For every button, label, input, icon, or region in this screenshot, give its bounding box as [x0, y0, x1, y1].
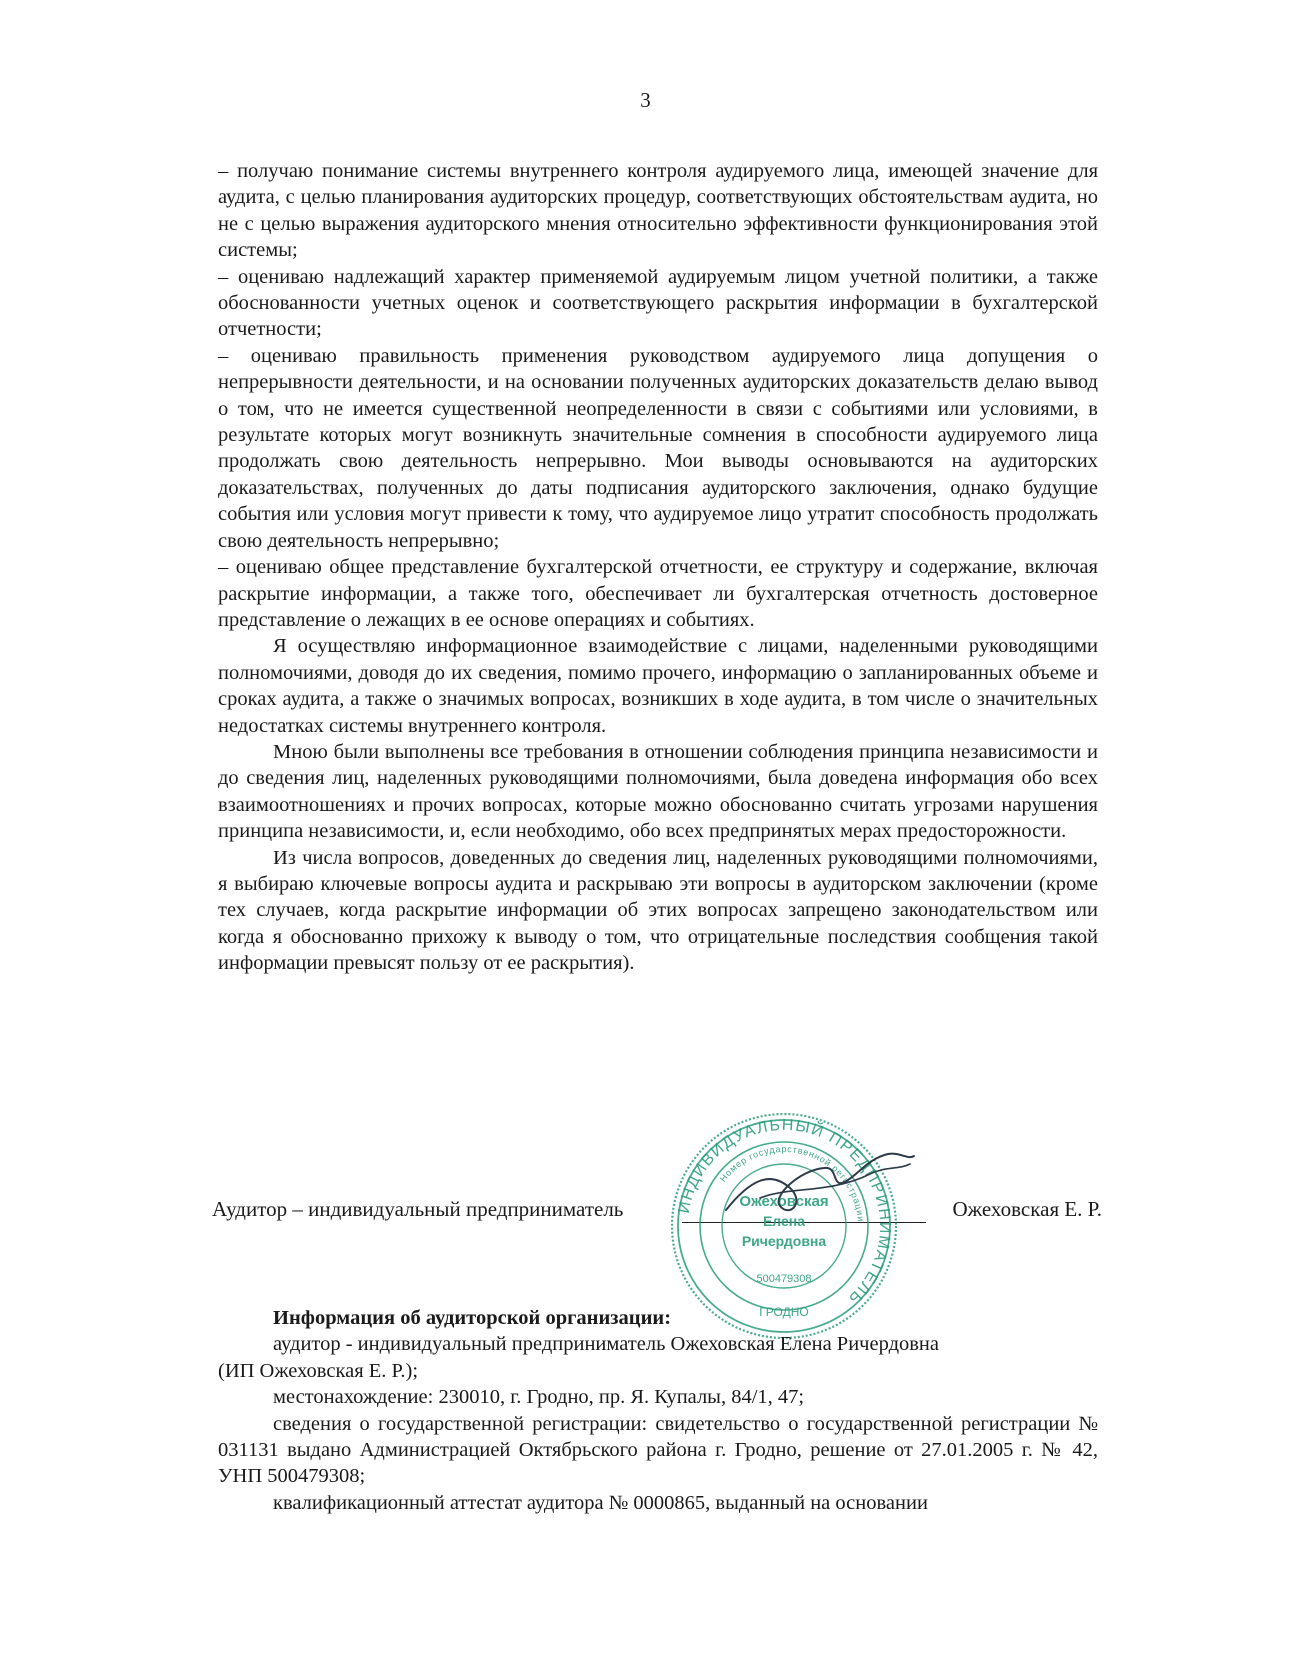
signature-name: Ожеховская Е. Р. — [952, 1197, 1102, 1221]
stamp-number: 500479308 — [756, 1273, 812, 1285]
handwritten-signature — [717, 1140, 920, 1230]
stamp-name-line-3: Ричердовна — [741, 1233, 827, 1249]
paragraph-bullet-going-concern: – оцениваю правильность применения руководством аудируемого лица допущения о непрерывности деятельности, и на основании полученных аудиторских доказательств делаю вывод о том, что не имеется существенной неопределенности в связи с событиями или условиями, в результате которых могут возникнуть значительные сомнения в способности аудируемого лица продолжать свою деятельность непрерывно. Мои выводы основываются на аудиторских доказательствах, полученных до даты подписания аудиторского заключения, однако будущие события или условия могут привести к тому, что аудируемое лицо утратит способность продолжать свою деятельность непрерывно; — [218, 344, 1098, 552]
paragraph-bullet-overall-presentation: – оцениваю общее представление бухгалтерской отчетности, ее структуру и содержание, включая раскрытие информации, а также того, обеспечивает ли бухгалтерская отчетность достоверное представление о лежащих в ее основе операциях и событиях. — [218, 556, 1098, 631]
org-info-title: Информация об аудиторской организации: — [273, 1307, 672, 1329]
stamp-outer-text: ИНДИВИДУАЛЬНЫЙ ПРЕДПРИНИМАТЕЛЬ — [675, 1116, 894, 1308]
stamp-name-line-1: Ожеховская — [739, 1193, 829, 1210]
signature-role: Аудитор – индивидуальный предприниматель — [212, 1197, 624, 1221]
stamp-name-line-2: Елена — [762, 1213, 806, 1229]
organization-info — [218, 1305, 1098, 1516]
signature-row — [212, 1197, 1102, 1229]
page-number: 3 — [640, 88, 651, 112]
paragraph-independence: Мною были выполнены все требования в отношении соблюдения принципа независимости и до сведения лиц, наделенных руководящими полномочиями, была доведена информация обо всех взаимоотношениях и прочих вопросах, которые можно обоснованно считать угрозами нарушения принципа независимости, и, если необходимо, обо всех предпринятых мерах предосторожности. — [218, 740, 1098, 843]
stamp-inner-text: Номер государственной регистрации — [717, 1143, 866, 1223]
stamp-city: ГРОДНО — [759, 1305, 809, 1319]
paragraph-bullet-internal-control: – получаю понимание системы внутреннего контроля аудируемого лица, имеющей значение для аудита, с целью планирования аудиторских процедур, соответствующих обстоятельствам аудита, но не с целью выражения аудиторского мнения относительно эффективности функционирования этой системы; — [218, 160, 1098, 262]
document-body — [218, 158, 1098, 977]
paragraph-bullet-accounting-policy: – оцениваю надлежащий характер применяемой аудируемым лицом учетной политики, а также обоснованности учетных оценок и соответствующего раскрытия информации в бухгалтерской отчетности; — [218, 265, 1098, 341]
org-info-certificate: квалификационный аттестат аудитора № 0000865, выданный на основании — [273, 1491, 928, 1514]
org-info-auditor: аудитор - индивидуальный предприниматель Ожеховская Елена Ричердовна — [273, 1333, 939, 1356]
paragraph-communication: Я осуществляю информационное взаимодействие с лицами, наделенными руководящими полномочиями, доводя до их сведения, помимо прочего, информацию о запланированных объеме и сроках аудита, а также о значимых вопросах, возникших в ходе аудита, в том числе о значительных недостатках системы внутреннего контроля. — [218, 635, 1098, 737]
org-info-location: местонахождение: 230010, г. Гродно, пр. Я. Купалы, 84/1, 47; — [273, 1386, 805, 1409]
org-info-registration: сведения о государственной регистрации: свидетельство о государственной регистрации № 031131 выдано Администрацией Октябрьского района г. Гродно, решение от 27.01.2005 г. № 42, УНП 500479308; — [218, 1412, 1098, 1488]
org-info-auditor-short: (ИП Ожеховская Е. Р.); — [218, 1359, 419, 1382]
paragraph-key-audit-matters: Из числа вопросов, доведенных до сведения лиц, наделенных руководящими полномочиями, я выбираю ключевые вопросы аудита и раскрываю эти вопросы в аудиторском заключении (кроме тех случаев, когда раскрытие информации об этих вопросах запрещено законодательством или когда я обоснованно прихожу к выводу о том, что отрицательные последствия сообщения такой информации превысят пользу от ее раскрытия). — [218, 846, 1098, 975]
